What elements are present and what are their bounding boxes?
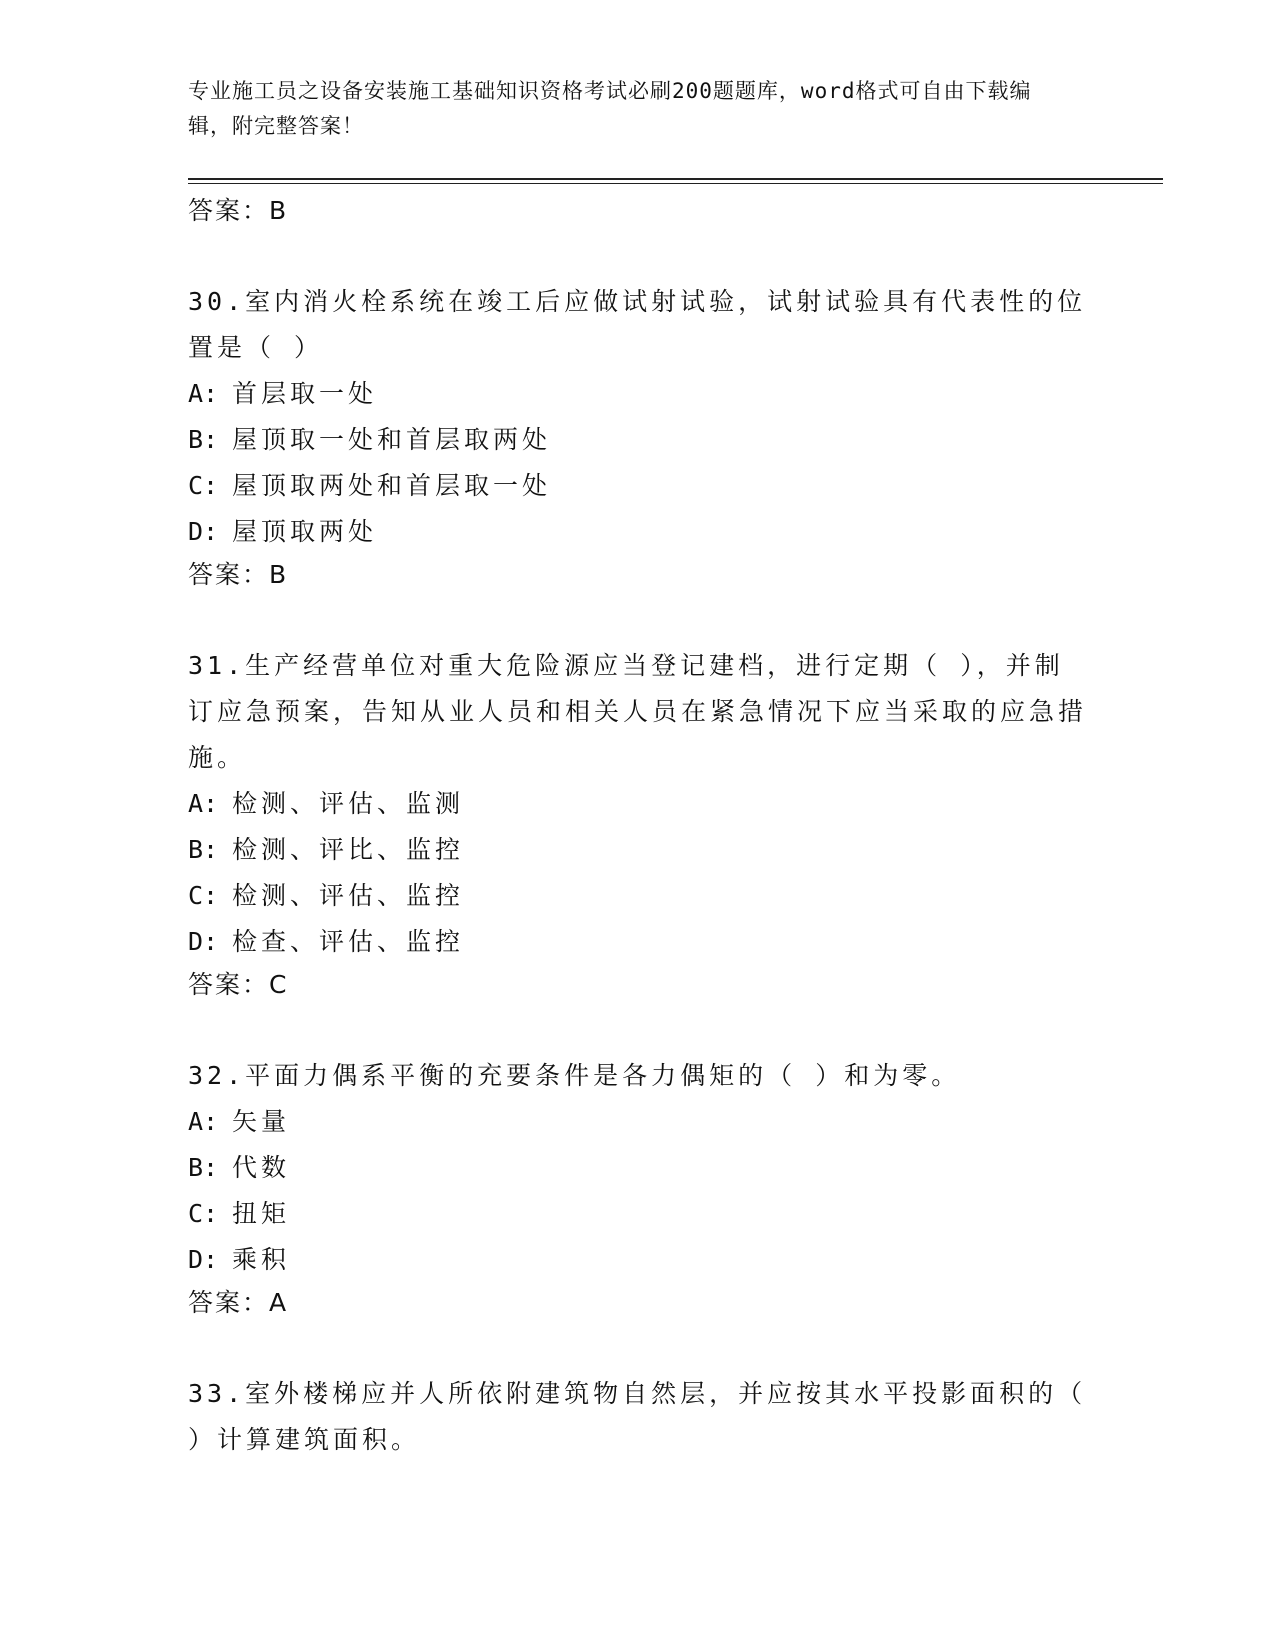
option-letter: B:	[188, 1153, 219, 1182]
answer-line: 答案：A	[188, 1288, 289, 1317]
question-item	[188, 643, 1088, 1005]
header-rule-thin	[188, 183, 1163, 184]
option-b	[188, 417, 1088, 463]
question-stem: 33.室外楼梯应并人所依附建筑物自然层，并应按其水平投影面积的（ ）计算建筑面积。	[188, 1379, 1087, 1454]
option-a	[188, 1099, 1088, 1145]
option-text: 乘积	[232, 1245, 291, 1274]
option-b	[188, 827, 1088, 873]
option-text: 检查、评估、监控	[232, 927, 465, 956]
answer-line: 答案：B	[188, 560, 289, 589]
question-list	[188, 191, 1088, 1463]
option-letter: B:	[188, 835, 219, 864]
question-stem: 32.平面力偶系平衡的充要条件是各力偶矩的（ ）和为零。	[188, 1061, 961, 1090]
option-letter: C:	[188, 1199, 219, 1228]
option-text: 屋顶取两处	[232, 517, 378, 546]
option-letter: C:	[188, 471, 219, 500]
option-letter: C:	[188, 881, 219, 910]
option-c	[188, 1191, 1088, 1237]
option-letter: D:	[188, 1245, 219, 1274]
option-text: 扭矩	[232, 1199, 291, 1228]
option-c	[188, 873, 1088, 919]
question-item	[188, 1053, 1088, 1323]
option-letter: A:	[188, 1107, 219, 1136]
option-text: 检测、评估、监控	[232, 881, 465, 910]
option-text: 屋顶取两处和首层取一处	[232, 471, 552, 500]
option-text: 矢量	[232, 1107, 291, 1136]
question-stem: 30.室内消火栓系统在竣工后应做试射试验，试射试验具有代表性的位置是（ ）	[188, 287, 1087, 362]
answer-line: 答案：C	[188, 970, 289, 999]
option-letter: A:	[188, 379, 219, 408]
option-d	[188, 919, 1088, 965]
question-stem: 31.生产经营单位对重大危险源应当登记建档，进行定期（ ），并制订应急预案，告知从业人员和相关人员在紧急情况下应当采取的应急措施。	[188, 651, 1088, 772]
option-letter: A:	[188, 789, 219, 818]
page-header: 专业施工员之设备安装施工基础知识资格考试必刷200题题库，word格式可自由下载编辑，附完整答案！	[188, 79, 1032, 138]
option-letter: D:	[188, 927, 219, 956]
option-a	[188, 781, 1088, 827]
option-text: 检测、评比、监控	[232, 835, 465, 864]
option-d	[188, 1237, 1088, 1283]
option-letter: B:	[188, 425, 219, 454]
header-rule-thick	[188, 178, 1163, 180]
option-letter: D:	[188, 517, 219, 546]
answer-line: 答案：B	[188, 196, 289, 225]
option-c	[188, 463, 1088, 509]
option-d	[188, 509, 1088, 555]
option-text: 首层取一处	[232, 379, 378, 408]
option-text: 代数	[232, 1153, 291, 1182]
question-item	[188, 279, 1088, 595]
question-item	[188, 1371, 1088, 1463]
option-b	[188, 1145, 1088, 1191]
option-text: 检测、评估、监测	[232, 789, 465, 818]
option-text: 屋顶取一处和首层取两处	[232, 425, 552, 454]
option-a	[188, 371, 1088, 417]
